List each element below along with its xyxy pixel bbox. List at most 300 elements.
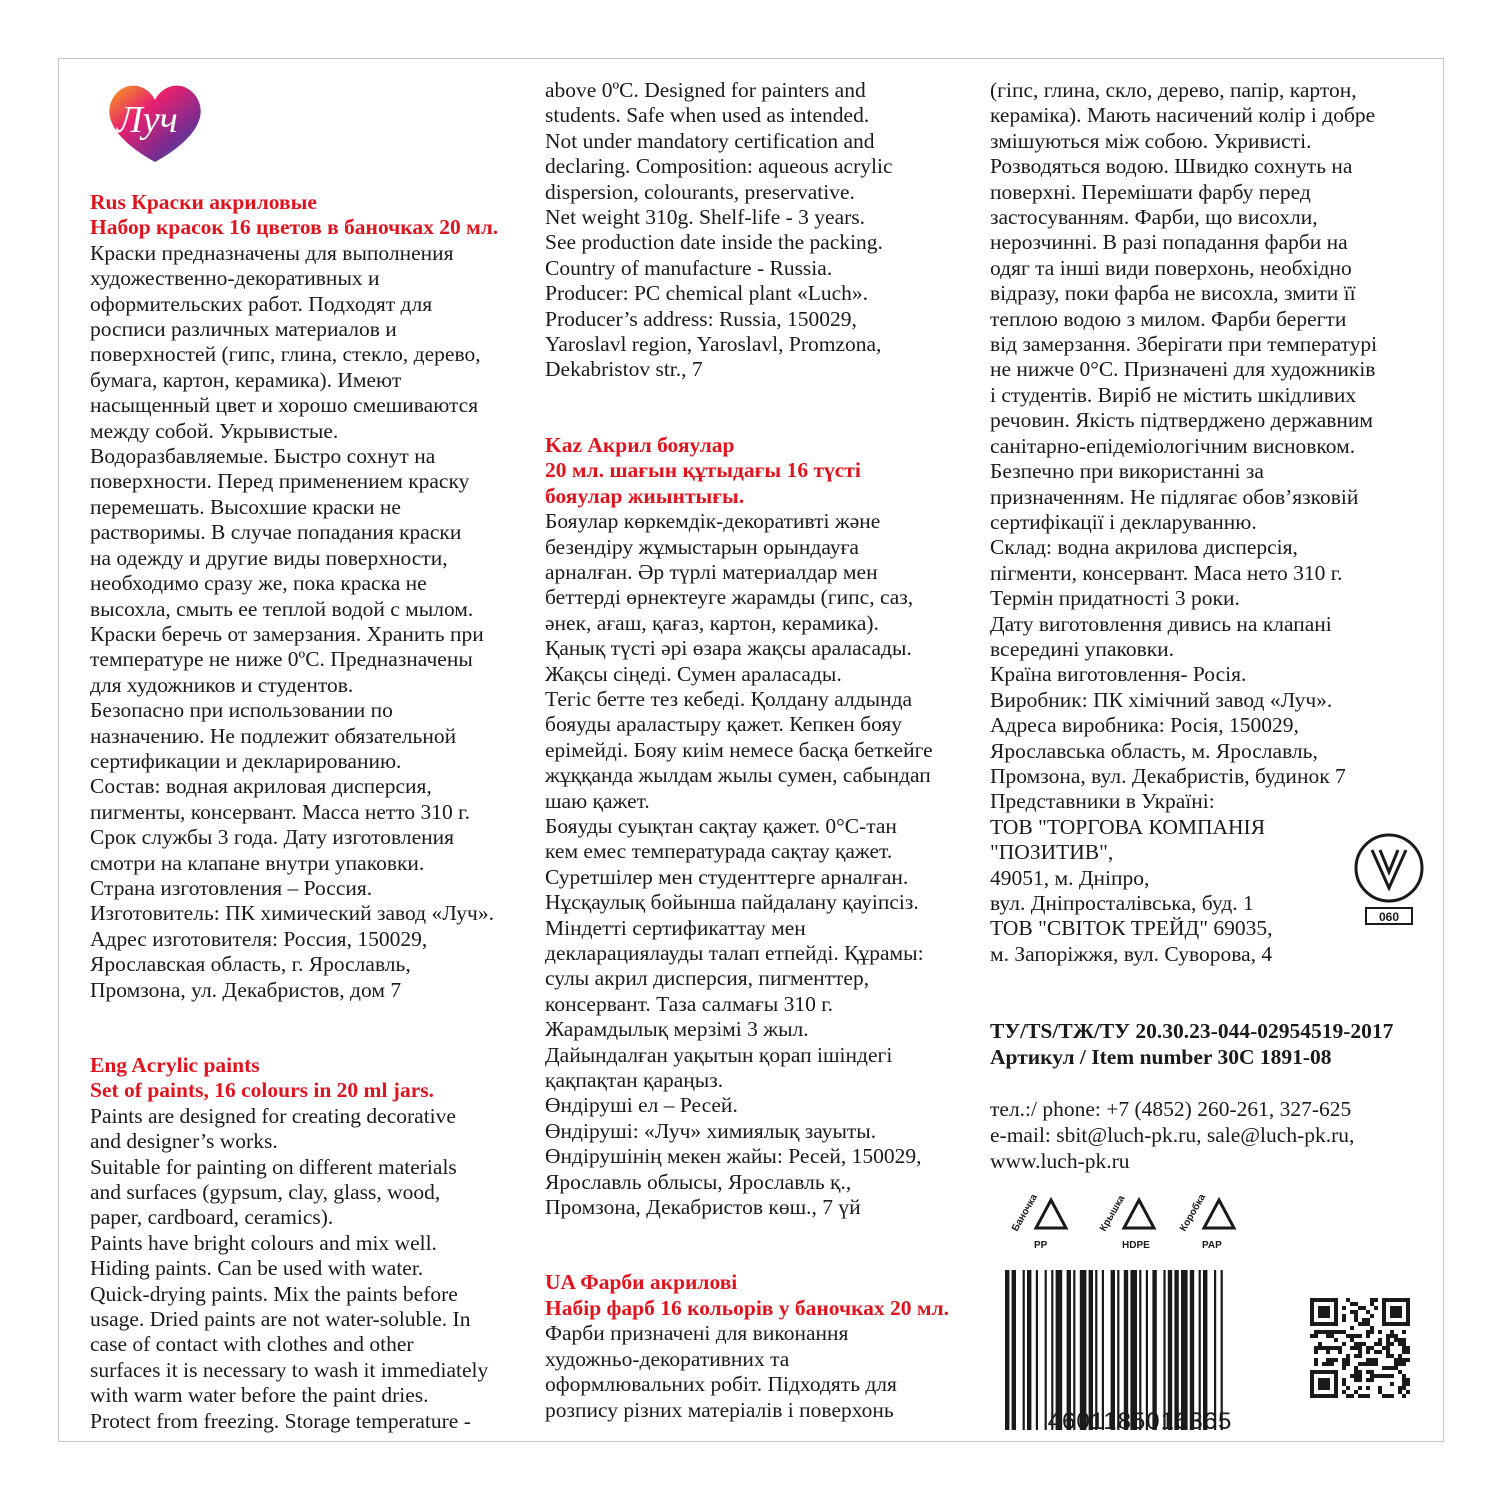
logo-text: Луч bbox=[117, 99, 178, 141]
qr-module bbox=[1386, 1394, 1390, 1398]
qr-module bbox=[1390, 1354, 1394, 1358]
qr-module bbox=[1342, 1390, 1346, 1394]
qr-module bbox=[1334, 1394, 1338, 1398]
eng-body: Paints are designed for creating decorative and designer’s works. Suitable for painting on different materials and surfaces (gypsum, clay, glass, wood, paper, cardboard, ceramics). Paints have bright colours and mix well. Hiding paints. Can be used with water. Quick-drying paints. Mix the paints before usage. Dried paints are not water-soluble. In case of contact with clothes and other surfaces it is necessary to wash it immediately with warm water before the paint dries. Protect from freezing. Storage temperature - bbox=[90, 1103, 489, 1433]
qr-module bbox=[1318, 1310, 1322, 1314]
qr-module bbox=[1322, 1346, 1326, 1350]
qr-module bbox=[1342, 1306, 1346, 1310]
qr-module bbox=[1398, 1342, 1402, 1346]
qr-module bbox=[1326, 1370, 1330, 1374]
qr-module bbox=[1370, 1302, 1374, 1306]
qr-module bbox=[1406, 1358, 1410, 1362]
qr-module bbox=[1394, 1306, 1398, 1310]
qr-module bbox=[1354, 1374, 1358, 1378]
barcode-bar bbox=[1221, 1270, 1223, 1430]
qr-module bbox=[1350, 1338, 1354, 1342]
qr-module bbox=[1342, 1314, 1346, 1318]
qr-module bbox=[1386, 1322, 1390, 1326]
eng-subheading: Set of paints, 16 colours in 20 ml jars. bbox=[90, 1078, 434, 1103]
qr-module bbox=[1366, 1386, 1370, 1390]
qr-module bbox=[1346, 1358, 1350, 1362]
qr-module bbox=[1398, 1370, 1402, 1374]
qr-module bbox=[1310, 1374, 1314, 1378]
qr-module bbox=[1406, 1346, 1410, 1350]
qr-module bbox=[1402, 1374, 1406, 1378]
qr-module bbox=[1406, 1378, 1410, 1382]
qr-module bbox=[1314, 1394, 1318, 1398]
qr-module bbox=[1318, 1342, 1322, 1346]
column-2 bbox=[545, 78, 985, 1423]
qr-module bbox=[1310, 1390, 1314, 1394]
qr-module bbox=[1342, 1342, 1346, 1346]
qr-module bbox=[1358, 1394, 1362, 1398]
qr-module bbox=[1402, 1362, 1406, 1366]
qr-module bbox=[1354, 1314, 1358, 1318]
qr-module bbox=[1370, 1298, 1374, 1302]
qr-module bbox=[1322, 1394, 1326, 1398]
qr-module bbox=[1314, 1370, 1318, 1374]
qr-module bbox=[1382, 1298, 1386, 1302]
qr-module bbox=[1398, 1298, 1402, 1302]
qr-module bbox=[1330, 1362, 1334, 1366]
qr-module bbox=[1342, 1378, 1346, 1382]
qr-module bbox=[1330, 1334, 1334, 1338]
qr-module bbox=[1378, 1350, 1382, 1354]
qr-module bbox=[1322, 1314, 1326, 1318]
qr-module bbox=[1314, 1362, 1318, 1366]
qr-module bbox=[1322, 1310, 1326, 1314]
qr-module bbox=[1358, 1350, 1362, 1354]
recycle-icon bbox=[1118, 1196, 1160, 1238]
qr-module bbox=[1366, 1334, 1370, 1338]
column-1 bbox=[90, 190, 540, 1434]
barcode-bar bbox=[1139, 1270, 1141, 1430]
qr-module bbox=[1354, 1390, 1358, 1394]
qr-module bbox=[1334, 1338, 1338, 1342]
qr-module bbox=[1378, 1338, 1382, 1342]
qr-module bbox=[1402, 1382, 1406, 1386]
qr-module bbox=[1350, 1394, 1354, 1398]
barcode-number: 4601185016365 bbox=[1047, 1408, 1233, 1435]
qr-module bbox=[1382, 1314, 1386, 1318]
qr-module bbox=[1314, 1358, 1318, 1362]
qr-module bbox=[1370, 1358, 1374, 1362]
qr-module bbox=[1350, 1374, 1354, 1378]
barcode-bar bbox=[1067, 1270, 1071, 1430]
qr-module bbox=[1362, 1322, 1366, 1326]
qr-module bbox=[1386, 1374, 1390, 1378]
qr-module bbox=[1314, 1346, 1318, 1350]
qr-module bbox=[1402, 1338, 1406, 1342]
qr-module bbox=[1358, 1378, 1362, 1382]
barcode-bar bbox=[1073, 1270, 1075, 1430]
qr-module bbox=[1330, 1322, 1334, 1326]
qr-module bbox=[1334, 1378, 1338, 1382]
qr-module bbox=[1402, 1378, 1406, 1382]
barcode-bar bbox=[1102, 1270, 1104, 1430]
eng-heading: Eng Acrylic paints bbox=[90, 1053, 260, 1077]
qr-module bbox=[1390, 1382, 1394, 1386]
qr-module bbox=[1358, 1362, 1362, 1366]
qr-module bbox=[1402, 1298, 1406, 1302]
barcode-bar bbox=[1045, 1270, 1047, 1430]
cert-code: 060 bbox=[1378, 910, 1400, 924]
barcode-bar bbox=[1181, 1270, 1188, 1430]
recycle-mark-lid bbox=[1098, 1188, 1168, 1254]
qr-module bbox=[1394, 1362, 1398, 1366]
qr-module bbox=[1354, 1310, 1358, 1314]
qr-module bbox=[1386, 1338, 1390, 1342]
qr-module bbox=[1334, 1370, 1338, 1374]
qr-module bbox=[1406, 1322, 1410, 1326]
qr-module bbox=[1314, 1322, 1318, 1326]
qr-module bbox=[1374, 1374, 1378, 1378]
qr-module bbox=[1310, 1386, 1314, 1390]
qr-module bbox=[1322, 1362, 1326, 1366]
qr-module bbox=[1310, 1302, 1314, 1306]
qr-module bbox=[1390, 1314, 1394, 1318]
qr-module bbox=[1394, 1358, 1398, 1362]
barcode-bar bbox=[1056, 1270, 1063, 1430]
qr-module bbox=[1342, 1358, 1346, 1362]
qr-module bbox=[1378, 1330, 1382, 1334]
qr-module bbox=[1350, 1334, 1354, 1338]
qr-module bbox=[1322, 1386, 1326, 1390]
recycle-label: Коробка bbox=[1178, 1192, 1209, 1234]
qr-module bbox=[1398, 1306, 1402, 1310]
qr-module bbox=[1346, 1386, 1350, 1390]
qr-module bbox=[1330, 1370, 1334, 1374]
qr-module bbox=[1370, 1314, 1374, 1318]
qr-module bbox=[1350, 1302, 1354, 1306]
barcode bbox=[1005, 1270, 1275, 1430]
qr-module bbox=[1370, 1362, 1374, 1366]
qr-module bbox=[1374, 1342, 1378, 1346]
qr-module bbox=[1406, 1382, 1410, 1386]
recycle-material: PP bbox=[1034, 1240, 1048, 1251]
qr-module bbox=[1362, 1394, 1366, 1398]
qr-module bbox=[1398, 1310, 1402, 1314]
barcode-bar bbox=[1214, 1270, 1216, 1430]
qr-module bbox=[1354, 1370, 1358, 1374]
qr-module bbox=[1310, 1370, 1314, 1374]
qr-module bbox=[1350, 1346, 1354, 1350]
qr-module bbox=[1394, 1298, 1398, 1302]
qr-module bbox=[1362, 1342, 1366, 1346]
qr-module bbox=[1370, 1378, 1374, 1382]
barcode-bar bbox=[1012, 1270, 1016, 1430]
recycle-mark-box bbox=[1178, 1188, 1248, 1254]
qr-module bbox=[1318, 1330, 1322, 1334]
qr-module bbox=[1390, 1334, 1394, 1338]
qr-module bbox=[1310, 1394, 1314, 1398]
qr-module bbox=[1334, 1330, 1338, 1334]
qr-module bbox=[1370, 1374, 1374, 1378]
ua-subheading: Набір фарб 16 кольорів у баночках 20 мл. bbox=[545, 1295, 950, 1320]
qr-module bbox=[1390, 1298, 1394, 1302]
qr-module bbox=[1326, 1358, 1330, 1362]
qr-module bbox=[1338, 1330, 1342, 1334]
qr-module bbox=[1402, 1330, 1406, 1334]
qr-module bbox=[1350, 1326, 1354, 1330]
qr-module bbox=[1402, 1346, 1406, 1350]
qr-module bbox=[1326, 1298, 1330, 1302]
qr-module bbox=[1322, 1306, 1326, 1310]
qr-module bbox=[1390, 1306, 1394, 1310]
qr-module bbox=[1334, 1306, 1338, 1310]
qr-module bbox=[1390, 1322, 1394, 1326]
qr-module bbox=[1318, 1346, 1322, 1350]
qr-module bbox=[1342, 1330, 1346, 1334]
qr-module bbox=[1398, 1390, 1402, 1394]
rus-heading: Rus Краски акриловые bbox=[90, 190, 317, 214]
qr-module bbox=[1398, 1362, 1402, 1366]
qr-module bbox=[1354, 1346, 1358, 1350]
qr-module bbox=[1326, 1362, 1330, 1366]
recycle-material: HDPE bbox=[1122, 1240, 1150, 1251]
qr-module bbox=[1358, 1354, 1362, 1358]
qr-module bbox=[1358, 1322, 1362, 1326]
qr-module bbox=[1366, 1330, 1370, 1334]
qr-module bbox=[1326, 1310, 1330, 1314]
rus-subheading: Набор красок 16 цветов в баночках 20 мл. bbox=[90, 215, 499, 240]
qr-module bbox=[1370, 1326, 1374, 1330]
product-codes bbox=[990, 1018, 1393, 1070]
qr-module bbox=[1386, 1354, 1390, 1358]
qr-module bbox=[1402, 1342, 1406, 1346]
barcode-bar bbox=[1005, 1270, 1009, 1430]
qr-module bbox=[1310, 1378, 1314, 1382]
barcode-bar bbox=[1027, 1270, 1031, 1430]
qr-module bbox=[1310, 1306, 1314, 1310]
qr-module bbox=[1342, 1318, 1346, 1322]
qr-module bbox=[1382, 1366, 1386, 1370]
qr-code bbox=[1310, 1298, 1410, 1398]
barcode-bar bbox=[1190, 1270, 1194, 1430]
qr-module bbox=[1398, 1338, 1402, 1342]
qr-module bbox=[1326, 1306, 1330, 1310]
qr-module bbox=[1382, 1394, 1386, 1398]
qr-module bbox=[1378, 1374, 1382, 1378]
qr-module bbox=[1390, 1342, 1394, 1346]
qr-module bbox=[1354, 1378, 1358, 1382]
barcode-bar bbox=[1163, 1270, 1165, 1430]
qr-module bbox=[1334, 1390, 1338, 1394]
qr-module bbox=[1398, 1354, 1402, 1358]
contacts: тел.:/ phone: +7 (4852) 260-261, 327-625 e-mail: sbit@luch-pk.ru, sale@luch-pk.ru, www.luch-pk.ru bbox=[990, 1097, 1355, 1173]
qr-module bbox=[1346, 1362, 1350, 1366]
qr-module bbox=[1350, 1310, 1354, 1314]
qr-module bbox=[1322, 1330, 1326, 1334]
barcode-bar bbox=[1117, 1270, 1119, 1430]
qr-module bbox=[1366, 1394, 1370, 1398]
qr-module bbox=[1334, 1298, 1338, 1302]
qr-module bbox=[1326, 1322, 1330, 1326]
barcode-bar bbox=[1124, 1270, 1128, 1430]
qr-module bbox=[1362, 1318, 1366, 1322]
qr-module bbox=[1334, 1374, 1338, 1378]
qr-module bbox=[1394, 1334, 1398, 1338]
recycle-icon bbox=[1198, 1196, 1240, 1238]
qr-module bbox=[1338, 1350, 1342, 1354]
qr-module bbox=[1366, 1322, 1370, 1326]
recycle-label: Крышка bbox=[1098, 1193, 1128, 1234]
qr-module bbox=[1326, 1346, 1330, 1350]
qr-module bbox=[1326, 1330, 1330, 1334]
qr-module bbox=[1318, 1382, 1322, 1386]
qr-module bbox=[1322, 1370, 1326, 1374]
qr-module bbox=[1318, 1322, 1322, 1326]
qr-module bbox=[1374, 1362, 1378, 1366]
qr-module bbox=[1326, 1334, 1330, 1338]
recycle-mark-jar bbox=[1010, 1188, 1080, 1254]
barcode-bar bbox=[1051, 1270, 1053, 1430]
qr-module bbox=[1318, 1394, 1322, 1398]
qr-module bbox=[1334, 1302, 1338, 1306]
qr-module bbox=[1334, 1310, 1338, 1314]
qr-module bbox=[1310, 1334, 1314, 1338]
ua-body: Фарби призначені для виконання художньо-декоративних та оформлювальних робіт. Підходять для розпису різних матеріалів і поверхонь bbox=[545, 1321, 897, 1422]
qr-module bbox=[1326, 1394, 1330, 1398]
eng-body-continued: above 0ºC. Designed for painters and students. Safe when used as intended. Not under mandatory certification and declaring. Composition: aqueous acrylic dispersion, colourants, preservative. Net weight 310g. Shelf-life - 3 years. See production date inside the packing. Country of manufacture - Russia. Producer: PC chemical plant «Luch». Producer’s address: Russia, 150029, Yaroslavl region, Yaroslavl, Promzona, Dekabristov str., 7 bbox=[545, 78, 893, 382]
qr-module bbox=[1378, 1386, 1382, 1390]
qr-module bbox=[1394, 1366, 1398, 1370]
barcode-bar bbox=[1095, 1270, 1097, 1430]
qr-module bbox=[1366, 1378, 1370, 1382]
qr-module bbox=[1374, 1306, 1378, 1310]
qr-module bbox=[1322, 1382, 1326, 1386]
qr-module bbox=[1370, 1330, 1374, 1334]
qr-module bbox=[1342, 1366, 1346, 1370]
qr-module bbox=[1378, 1342, 1382, 1346]
qr-module bbox=[1326, 1350, 1330, 1354]
qr-module bbox=[1402, 1358, 1406, 1362]
qr-module bbox=[1318, 1370, 1322, 1374]
qr-module bbox=[1398, 1358, 1402, 1362]
qr-module bbox=[1326, 1378, 1330, 1382]
qr-module bbox=[1354, 1302, 1358, 1306]
qr-module bbox=[1310, 1298, 1314, 1302]
qr-module bbox=[1310, 1382, 1314, 1386]
qr-module bbox=[1390, 1366, 1394, 1370]
qr-module bbox=[1314, 1334, 1318, 1338]
barcode-bar bbox=[1023, 1270, 1025, 1430]
tu-code: ТУ/TS/ТЖ/ТУ 20.30.23-044-02954519-2017 bbox=[990, 1019, 1394, 1043]
qr-module bbox=[1382, 1302, 1386, 1306]
qr-module bbox=[1382, 1318, 1386, 1322]
qr-module bbox=[1358, 1374, 1362, 1378]
qr-module bbox=[1406, 1302, 1410, 1306]
recycle-icon bbox=[1030, 1196, 1072, 1238]
qr-module bbox=[1374, 1350, 1378, 1354]
qr-module bbox=[1366, 1362, 1370, 1366]
qr-module bbox=[1346, 1298, 1350, 1302]
barcode-bar bbox=[1174, 1270, 1178, 1430]
barcode-bar bbox=[1146, 1270, 1148, 1430]
qr-module bbox=[1358, 1342, 1362, 1346]
qr-module bbox=[1346, 1334, 1350, 1338]
ua-heading: UA Фарби акрилові bbox=[545, 1270, 738, 1295]
qr-module bbox=[1334, 1318, 1338, 1322]
qr-module bbox=[1358, 1334, 1362, 1338]
qr-module bbox=[1406, 1390, 1410, 1394]
qr-module bbox=[1358, 1370, 1362, 1374]
qr-module bbox=[1330, 1298, 1334, 1302]
qr-module bbox=[1318, 1306, 1322, 1310]
qr-module bbox=[1338, 1346, 1342, 1350]
qr-module bbox=[1322, 1298, 1326, 1302]
qr-module bbox=[1366, 1310, 1370, 1314]
qr-module bbox=[1390, 1330, 1394, 1334]
qr-module bbox=[1310, 1318, 1314, 1322]
qr-module bbox=[1330, 1346, 1334, 1350]
qr-module bbox=[1394, 1338, 1398, 1342]
qr-module bbox=[1370, 1370, 1374, 1374]
qr-module bbox=[1318, 1298, 1322, 1302]
ua-body-continued: (гіпс, глина, скло, дерево, папір, картон, кераміка). Мають насичений колір і добре змішуються між собою. Укривисті. Розводяться водою. Швидко сохнуть на поверхні. Перемішати фарбу перед застосуванням. Фарби, що висохли, нерозчинні. В разі попадання фарби на одяг та інші види поверхонь, необхідно відразу, поки фарба не висохла, змити її теплою водою з милом. Фарби берегти від замерзання. Зберігати при температурі не нижче 0°С. Призначені для художників і студентів. Виріб не містить шкідливих речовин. Якість підтверджено державним санітарно-епідеміологічним висновком. Безпечно при використанні за призначенням. Не підлягає обов’язковій сертифікації і декларуванню. Склад: водна акрилова дисперсія, пігменти, консервант. Маса нето 310 г. Термін придатності 3 роки. Дату виготовлення дивись на клапані всередині упаковки. Країна виготовлення- Росія. Виробник: ПК хімічний завод «Луч». Адреса виробника: Росія, 150029, Ярославська область, м. Ярославль, Промзона, вул. Декабристів, будинок 7 Представники в Україні: ТОВ "ТОРГОВА КОМПАНІЯ "ПОЗИТИВ", 49051, м. Дніпро, вул. Дніпросталівська, буд. 1 ТОВ "СВІТОК ТРЕЙД" 69035, м. Запоріжжя, вул. Суворова, 4 bbox=[990, 78, 1378, 966]
barcode-bar bbox=[1203, 1270, 1207, 1430]
qr-module bbox=[1314, 1350, 1318, 1354]
qr-module bbox=[1386, 1346, 1390, 1350]
qr-module bbox=[1366, 1346, 1370, 1350]
qr-module bbox=[1330, 1394, 1334, 1398]
qr-module bbox=[1358, 1306, 1362, 1310]
qr-module bbox=[1318, 1386, 1322, 1390]
qr-module bbox=[1334, 1314, 1338, 1318]
qr-module bbox=[1362, 1362, 1366, 1366]
qr-module bbox=[1358, 1346, 1362, 1350]
qr-module bbox=[1342, 1382, 1346, 1386]
qr-module bbox=[1394, 1314, 1398, 1318]
qr-module bbox=[1382, 1310, 1386, 1314]
qr-module bbox=[1354, 1354, 1358, 1358]
qr-module bbox=[1394, 1310, 1398, 1314]
recycle-material: PAP bbox=[1202, 1240, 1222, 1251]
qr-module bbox=[1386, 1366, 1390, 1370]
qr-module bbox=[1402, 1322, 1406, 1326]
barcode-bar bbox=[1199, 1270, 1201, 1430]
qr-module bbox=[1310, 1314, 1314, 1318]
qr-module bbox=[1382, 1374, 1386, 1378]
item-number: Артикул / Item number 30С 1891-08 bbox=[990, 1045, 1332, 1069]
qr-module bbox=[1382, 1346, 1386, 1350]
qr-module bbox=[1382, 1322, 1386, 1326]
qr-module bbox=[1354, 1334, 1358, 1338]
barcode-bar bbox=[1130, 1270, 1137, 1430]
qr-module bbox=[1366, 1350, 1370, 1354]
qr-module bbox=[1366, 1370, 1370, 1374]
qr-module bbox=[1402, 1350, 1406, 1354]
qr-module bbox=[1334, 1346, 1338, 1350]
qr-module bbox=[1386, 1334, 1390, 1338]
qr-module bbox=[1334, 1386, 1338, 1390]
qr-module bbox=[1382, 1306, 1386, 1310]
qr-module bbox=[1322, 1378, 1326, 1382]
qr-module bbox=[1402, 1394, 1406, 1398]
qr-module bbox=[1406, 1306, 1410, 1310]
qr-module bbox=[1398, 1314, 1402, 1318]
qr-module bbox=[1374, 1358, 1378, 1362]
qr-module bbox=[1378, 1390, 1382, 1394]
qr-module bbox=[1394, 1322, 1398, 1326]
qr-module bbox=[1386, 1350, 1390, 1354]
qr-module bbox=[1366, 1358, 1370, 1362]
qr-module bbox=[1406, 1318, 1410, 1322]
barcode-bar bbox=[1089, 1270, 1093, 1430]
qr-module bbox=[1326, 1314, 1330, 1318]
rus-body: Краски предназначены для выполнения художественно-декоративных и оформительских работ. Подходят для росписи различных материалов и поверхностей (гипс, глина, стекло, дерево, бумага, картон, керамика). Имеют насыщенный цвет и хорошо смешиваются между собой. Укрывистые. Водоразбавляемые. Быстро сохнут на поверхности. Перед применением краску перемешать. Высохшие краски не растворимы. В случае попадания краски на одежду и другие виды поверхности, необходимо сразу же, пока краска не высохла, смыть ее теплой водой с мылом. Краски беречь от замерзания. Хранить при температуре не ниже 0ºС. Предназначены для художников и студентов. Безопасно при использовании по назначению. Не подлежит обязательной сертификации и декларированию. Состав: водная акриловая дисперсия, пигменты, консервант. Масса нетто 310 г. Срок службы 3 года. Дату изготовления смотри на клапане внутри упаковки. Страна изготовления – Россия. Изготовитель: ПК химический завод «Луч». Адрес изготовителя: Россия, 150029, Ярославская область, г. Ярославль, Промзона, ул. Декабристов, дом 7 bbox=[90, 240, 494, 1002]
kaz-subheading: 20 мл. шағын құтыдағы 16 түсті бояулар жиынтығы. bbox=[545, 458, 861, 508]
